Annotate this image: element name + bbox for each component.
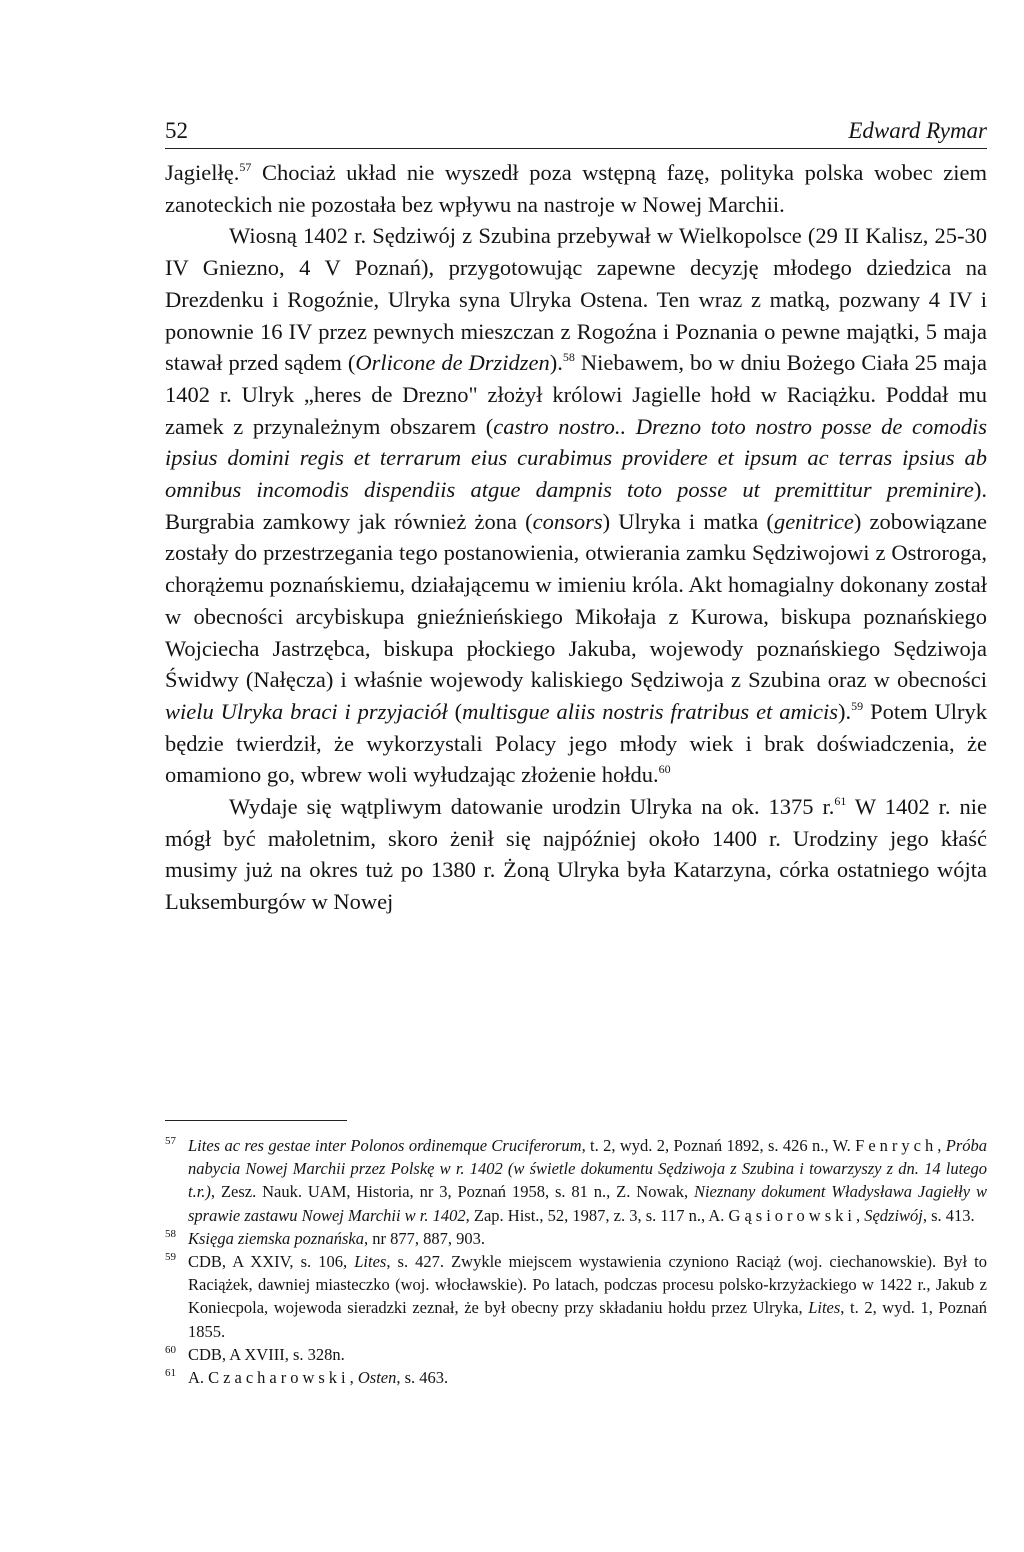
footnote-ref-60[interactable]: 60 (658, 762, 671, 777)
latin-quote: multisgue aliis nostris fratribus et amicis (462, 698, 839, 724)
emphasis: wielu Ulryka braci i przyjaciół (165, 698, 448, 724)
footnote-61: 61 A. Czacharowski, Osten, s. 463. (165, 1366, 987, 1389)
footnote-separator (165, 1120, 347, 1121)
latin-term: genitrice (773, 508, 854, 534)
footnote-ref-58[interactable]: 58 (562, 350, 575, 365)
footnote-mark: 61 (165, 1367, 176, 1380)
paragraph-2: Wiosną 1402 r. Sędziwój z Szubina przebywał w Wielkopolsce (29 II Kalisz, 25-30 IV Gniezno, 4 V Poznań), przygotowując zapewne decyzję młodego dziedzica na Drezdenku i Rogoźnie, Ulryka syna Ulryka Ostena. Ten wraz z matką, pozwany 4 IV i ponownie 16 IV przez pewnych mieszczan z Rogoźna i Poznania o pewne majątki, 5 maja stawał przed sądem (Orlicone de Drzidzen).$^{58}$ Niebawem, bo w dniu Bożego Ciała 25 maja 1402 r. Ulryk „heres de Drezno" złożył królowi Jagielle hołd w Raciążku. Poddał mu zamek z przynależnym obszarem (castro nostro.. Drezno toto nostro posse de comodis ipsius domini regis et terrarum eius curabimus providere et ipsum ac terras ipsius ab omnibus incomodis dispendiis atgue dampnis toto posse ut premittitur preminire). Burgrabia zamkowy jak również żona (consors) Ulryka i matka (genitrice) zobowiązane zostały do przestrzegania tego postanowienia, otwierania zamku Sędziwojowi z Ostroroga, chorążemu poznańskiemu, działającemu w imieniu króla. Akt homagialny dokonany został w obecności arcybiskupa gnieźnieńskiego Mikołaja z Kurowa, biskupa poznańskiego Wojciecha Jastrzębca, biskupa płockiego Jakuba, wojewody poznańskiego Sędziwoja Świdwy (Nałęcza) i właśnie wojewody kaliskiego Sędziwoja z Szubina oraz w obecności wielu Ulryka braci i przyjaciół (multisgue aliis nostris fratribus et amicis).$^{59}$ Potem Ulryk będzie twierdził, że wykorzystali Polacy jego młody wiek i brak doświadczenia, że omamiono go, wbrew woli wyłudzając złożenie hołdu.$^{60}$ (165, 223, 988, 788)
paragraph-3: Wydaje się wątpliwym datowanie urodzin Ulryka na ok. 1375 r.$^{61}$ W 1402 r. nie mógł być małoletnim, skoro żenił się najpóźniej około 1400 r. Urodziny jego kłaść musimy już na okres tuż po 1380 r. Żoną Ulryka była Katarzyna, córka ostatniego wójta Luksemburgów w Nowej (165, 794, 987, 915)
main-text (165, 157, 987, 918)
footnote-ref-61[interactable]: 61 (834, 794, 847, 809)
footnote-ref-57[interactable]: 57 (239, 160, 252, 174)
page-header (165, 118, 987, 149)
footnote-58: 58 Księga ziemska poznańska, nr 877, 887, 903. (165, 1227, 987, 1250)
latin-quote: castro nostro.. Drezno toto nostro posse de comodis ipsius domini regis et terrarum eius curabimus providere et ipsum ac terras ipsius ab omnibus incomodis dispendiis atgue dampnis toto posse ut premittitur preminire (165, 413, 987, 503)
paragraph-1: Jagielłę.$^{57}$ Chociaż układ nie wyszedł poza wstępną fazę, polityka polska wobec ziem zanoteckich nie pozostała bez wpływu na nastroje w Nowej Marchii. (165, 160, 987, 217)
footnote-57: 57 Lites ac res gestae inter Polonos ordinemque Cruciferorum, t. 2, wyd. 2, Poznań 1892, s. 426 n., W. Fenrych, Próba nabycia Nowej Marchii przez Polskę w r. 1402 (w świetle dokumentu Sędziwoja z Szubina i towarzyszy z dn. 14 lutego t.r.), Zesz. Nauk. UAM, Historia, nr 3, Poznań 1958, s. 81 n., Z. Nowak, Nieznany dokument Władysława Jagiełły w sprawie zastawu Nowej Marchii w r. 1402, Zap. Hist., 52, 1987, z. 3, s. 117 n., A. Gąsiorowski, Sędziwój, s. 413. (165, 1134, 987, 1227)
running-head-author: Edward Rymar (848, 118, 987, 143)
footnote-60: 60 CDB, A XVIII, s. 328n. (165, 1343, 987, 1366)
latin-quote: Orlicone de Drzidzen (355, 350, 550, 376)
page-number: 52 (165, 118, 188, 143)
footnote-mark: 57 (165, 1135, 176, 1147)
footnotes (165, 1134, 987, 1389)
footnote-mark: 58 (165, 1227, 176, 1240)
latin-term: consors (532, 508, 603, 534)
footnote-mark: 60 (165, 1343, 176, 1356)
footnote-ref-59[interactable]: 59 (851, 698, 864, 713)
footnote-mark: 59 (165, 1251, 176, 1264)
footnote-59: 59 CDB, A XXIV, s. 106, Lites, s. 427. Zwykle miejscem wystawienia czyniono Raciąż (woj. ciechanowskie). Był to Raciążek, dawniej miasteczko (woj. włocławskie). Po latach, podczas procesu polsko-krzyżackiego w 1422 r., Jakub z Koniecpola, wojewoda sieradzki zeznał, że był obecny przy składaniu hołdu przez Ulryka, Lites, t. 2, wyd. 1, Poznań 1855. (165, 1250, 987, 1343)
